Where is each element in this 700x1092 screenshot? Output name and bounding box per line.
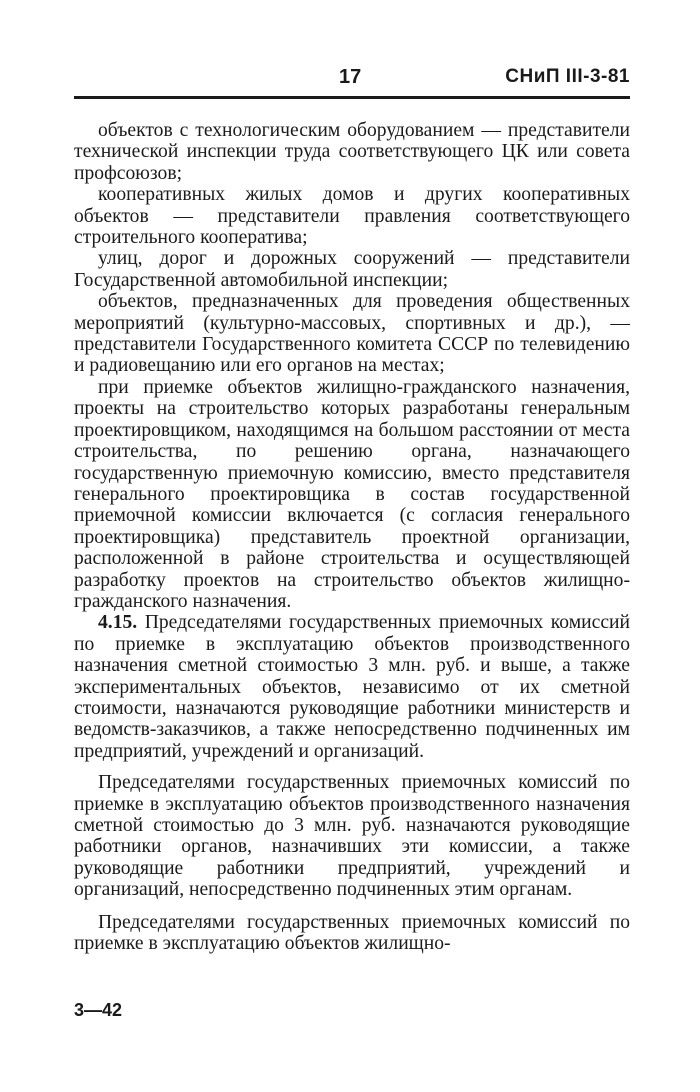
paragraph [74,184,630,248]
paragraph-text: улиц, дорог и дорожных сооружений — представители Государственной автомобильной инспекции; [74,248,630,291]
paragraph-text: объектов, предназначенных для проведения общественных мероприятий (культурно-массовых, спортивных и др.), — представители Государственного комитета СССР по телевидению и радиовещанию или его органов на местах; [74,291,630,377]
paragraph-text: объектов с технологическим оборудованием — представители технической инспекции труда соответствующего ЦК или совета профсоюзов; [74,120,630,184]
signature-mark: 3—42 [74,1000,123,1020]
paragraph-text: Председателями государственных приемочных комиссий по приемке в эксплуатацию объектов жилищно- [74,911,630,955]
document-body [74,120,630,954]
paragraph [74,248,630,291]
paragraph-text: при приемке объектов жилищно-гражданского назначения, проекты на строительство которых разработаны генеральным проектировщиком, находящимся на большом расстоянии от места строительства, по решению органа, назначающего государственную приемочную комиссию, вместо представителя генерального проектировщика в состав государственной приемочной комиссии включается (с согласия генерального проектировщика) представитель проектной организации, расположенной в районе строительства и осуществляющей разработку проектов на строительство объектов жилищно-гражданского назначения. [74,376,630,612]
paragraph-text: Председателями государственных приемочных комиссий по приемке в эксплуатацию объектов производственного назначения сметной стоимостью 3 млн. руб. и выше, а также экспериментальных объектов, независимо от их сметной стоимости, назначаются руководящие работники министерств и ведомств-заказчиков, а также непосредственно подчиненных им предприятий, учреждений и организаций. [74,612,630,762]
header-rule [74,96,630,99]
paragraph [74,772,630,900]
paragraph [74,120,630,184]
paragraph-text: кооперативных жилых домов и других кооперативных объектов — представители правления соответствующего строительного кооператива; [74,184,630,249]
paragraph [74,912,630,955]
paragraph [74,291,630,377]
section-number: 4.15. [98,612,138,634]
section-paragraph [74,612,630,762]
page-number: 17 [339,66,362,88]
document-code: СНиП III-3-81 [505,66,630,87]
page-header [74,66,630,96]
paragraph [74,377,630,612]
paragraph-text: Председателями государственных приемочных комиссий по приемке в эксплуатацию объектов производственного назначения сметной стоимостью до 3 млн. руб. назначаются руководящие работники органов, назначивших эти комиссии, а также руководящие работники предприятий, учреждений и организаций, непосредственно подчиненных этим органам. [74,772,630,901]
